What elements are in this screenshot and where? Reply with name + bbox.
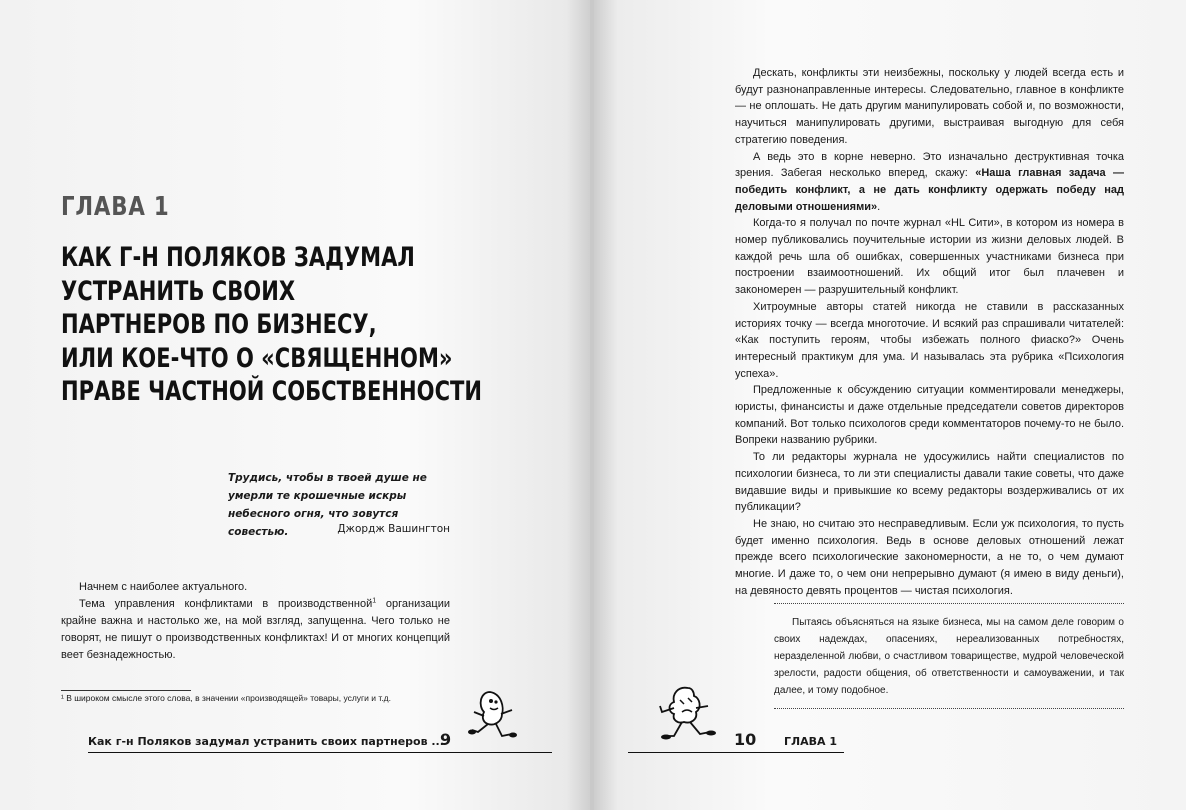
paragraph bbox=[735, 149, 1124, 216]
chapter-label: ГЛАВА 1 bbox=[61, 192, 170, 222]
page-number: 10 bbox=[734, 730, 757, 749]
paragraph: Когда-то я получал по почте журнал «HL Сити», в котором из номера в номер публиковались поучительные истории из жизни деловых людей. В каждой речь шла об ошибках, совершенных участниками бизнеса при построении взаимоотношений. Их общий итог был плачевен и закономерен — разрушительный конфликт. bbox=[735, 217, 1124, 297]
footer-rule bbox=[88, 752, 552, 753]
right-page bbox=[594, 0, 1186, 810]
chapter-title bbox=[61, 241, 483, 409]
paragraph-text: А ведь это в корне неверно. Это изначально деструктивная точка зрения. Забегая несколько вперед, скажу: bbox=[735, 150, 1124, 180]
footnote-rule bbox=[61, 690, 191, 691]
chapter-title-line: ИЛИ КОЕ-ЧТО О «СВЯЩЕННОМ» bbox=[61, 342, 453, 374]
epigraph-text: Трудись, чтобы в твоей душе не умерли те крошечные искры небесного огня, что зовутся совестью. bbox=[228, 472, 427, 538]
paragraph-text: . bbox=[877, 200, 881, 213]
running-head: ГЛАВА 1 bbox=[784, 735, 838, 748]
paragraph: Хитроумные авторы статей никогда не ставили в рассказанных историях точку — всегда многоточие. И всякий раз спрашивали читателей: «Как поступить героям, чтобы избежать полного фиаско?» Очень интересный практикум для ума. И называлась эта рубрика «Психология успеха». bbox=[735, 300, 1124, 380]
paragraph: Начнем с наиболее актуального. bbox=[79, 581, 248, 593]
paragraph-text: Тема управления конфликтами в производственной bbox=[79, 598, 373, 610]
page-number: 9 bbox=[440, 730, 452, 749]
paragraph: Не знаю, но считаю это несправедливым. Если уж психология, то пусть будет именно психология. Ведь в основе деловых отношений лежат прежде всего психологические закономерности, а не то, о чем думают многие. И даже то, о чем они непрерывно думают (я имею в виду деньги), на девяносто девять процентов — чистая психология. bbox=[735, 517, 1124, 597]
chapter-title-line: КАК Г-Н ПОЛЯКОВ ЗАДУМАЛ bbox=[61, 242, 415, 273]
footnote-ref: 1 bbox=[372, 597, 377, 605]
paragraph: Предложенные к обсуждению ситуации комментировали менеджеры, юристы, финансисты и даже отдельные председатели советов директоров компаний. Вот только психологов среди комментаторов почему-то не было. Вопреки названию рубрики. bbox=[735, 384, 1124, 447]
epigraph-author: Джордж Вашингтон bbox=[337, 523, 450, 535]
paragraph: То ли редакторы журнала не удосужились найти специалистов по психологии бизнеса, то ли эти специалисты давали такие советы, что даже видавшие виды и привыкшие ко всему редакторы воздерживались от их публикации? bbox=[735, 451, 1124, 514]
paragraph: Дескать, конфликты эти неизбежны, поскольку у людей всегда есть и будут разнонаправленные интересы. Следовательно, главное в конфликте — не оплошать. Не дать другим манипулировать собой и, по возможности, научиться манипулировать другими, выстраивая выгодную для себя стратегию поведения. bbox=[735, 67, 1124, 146]
chapter-title-line: ПАРТНЕРОВ ПО БИЗНЕСУ, bbox=[61, 309, 377, 340]
running-mascot-icon bbox=[468, 686, 520, 752]
highlight-box bbox=[774, 603, 1124, 709]
running-mascot-icon bbox=[658, 684, 718, 750]
paragraph bbox=[61, 596, 450, 664]
bold-quote: «Наша главная задача — победить конфликт, а не дать конфликту одержать победу над деловыми отношениями» bbox=[735, 167, 1125, 213]
paragraph-text: организации крайне важна и настолько же, на мой взгляд, запущенна. Чего только не говорят, не пишут о производственных конфликтах! И от многих концепций веет безнадежностью. bbox=[61, 598, 450, 661]
chapter-title-line: УСТРАНИТЬ СВОИХ bbox=[61, 275, 296, 307]
left-page bbox=[0, 0, 590, 810]
highlight-text: Пытаясь объясняться на языке бизнеса, мы на самом деле говорим о своих надеждах, опасениях, нереализованных потребностях, неразделенной любви, о счастливом товариществе, мудрой человеческой зрелости, радости общения, об ответственности и самоуважении, и так далее, и тому подобное. bbox=[774, 617, 1124, 696]
footnote: ¹ В широком смысле этого слова, в значении «производящей» товары, услуги и т.д. bbox=[61, 693, 392, 703]
chapter-title-line: ПРАВЕ ЧАСТНОЙ СОБСТВЕННОСТИ bbox=[61, 376, 483, 407]
right-body-text bbox=[735, 65, 1124, 600]
footer-rule bbox=[628, 752, 844, 753]
running-head: Как г-н Поляков задумал устранить своих партнеров ... bbox=[88, 735, 444, 748]
left-body-text bbox=[61, 579, 450, 664]
